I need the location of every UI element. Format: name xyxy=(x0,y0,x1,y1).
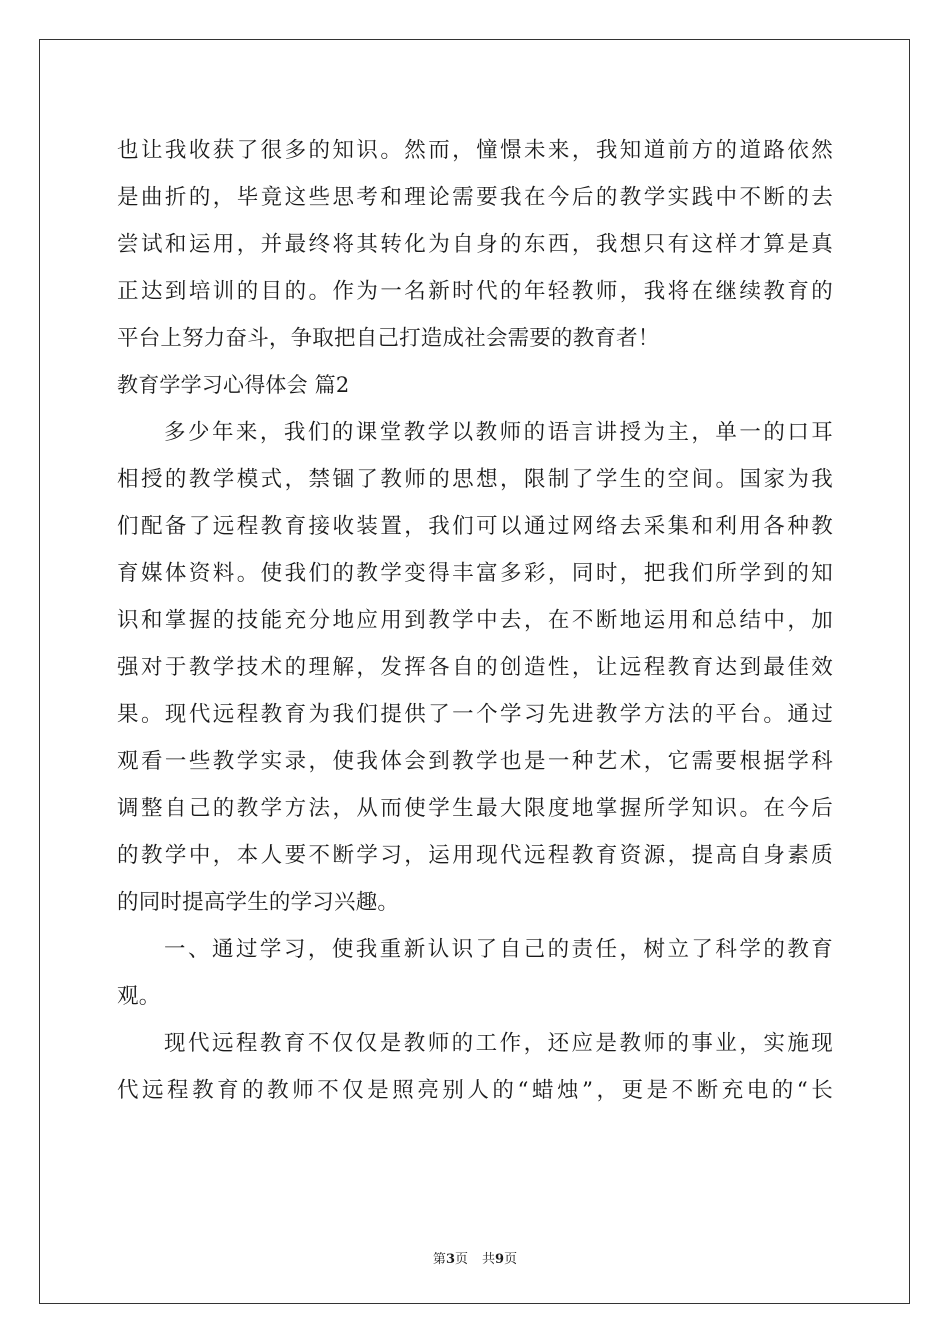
text-line: 相授的教学模式，禁锢了教师的思想，限制了学生的空间。国家为我 xyxy=(117,467,833,492)
text-line: 正达到培训的目的。作为一名新时代的年轻教师，我将在继续教育的 xyxy=(117,279,833,304)
total-suffix: 页 xyxy=(504,1252,518,1267)
page-suffix: 页 xyxy=(454,1252,468,1267)
text-line: 一、通过学习，使我重新认识了自己的责任，树立了科学的教育 xyxy=(164,937,833,962)
text-line: 观看一些教学实录，使我体会到教学也是一种艺术，它需要根据学科 xyxy=(117,749,833,774)
page-current: 3 xyxy=(445,1252,455,1267)
page-footer xyxy=(0,1248,950,1267)
text-line: 育媒体资料。使我们的教学变得丰富多彩，同时，把我们所学到的知 xyxy=(117,561,833,586)
text-line: 的教学中，本人要不断学习，运用现代远程教育资源，提高自身素质 xyxy=(117,843,833,868)
text-line: 平台上努力奋斗，争取把自己打造成社会需要的教育者！ xyxy=(117,326,660,351)
text-line: 尝试和运用，并最终将其转化为自身的东西，我想只有这样才算是真 xyxy=(117,232,833,257)
text-line: 代远程教育的教师不仅是照亮别人的“蜡烛”，更是不断充电的“长 xyxy=(117,1078,833,1103)
document-body xyxy=(117,127,833,1114)
section-heading: 教育学学习心得体会 篇2 xyxy=(117,373,350,397)
text-line: 的同时提高学生的学习兴趣。 xyxy=(117,890,400,915)
text-line: 观。 xyxy=(117,984,161,1009)
text-line: 果。现代远程教育为我们提供了一个学习先进教学方法的平台。通过 xyxy=(117,702,833,727)
text-line: 是曲折的，毕竟这些思考和理论需要我在今后的教学实践中不断的去 xyxy=(117,185,833,210)
page-prefix: 第 xyxy=(432,1252,446,1267)
text-line: 也让我收获了很多的知识。然而，憧憬未来，我知道前方的道路依然 xyxy=(117,138,833,163)
text-line: 多少年来，我们的课堂教学以教师的语言讲授为主，单一的口耳 xyxy=(164,420,833,445)
text-line: 现代远程教育不仅仅是教师的工作，还应是教师的事业，实施现 xyxy=(164,1031,833,1056)
total-prefix: 共 xyxy=(482,1252,496,1267)
text-line: 强对于教学技术的理解，发挥各自的创造性，让远程教育达到最佳效 xyxy=(117,655,833,680)
text-line: 们配备了远程教育接收装置，我们可以通过网络去采集和利用各种教 xyxy=(117,514,833,539)
text-line: 调整自己的教学方法，从而使学生最大限度地掌握所学知识。在今后 xyxy=(117,796,833,821)
page-total: 9 xyxy=(495,1252,505,1267)
text-line: 识和掌握的技能充分地应用到教学中去，在不断地运用和总结中，加 xyxy=(117,608,833,633)
